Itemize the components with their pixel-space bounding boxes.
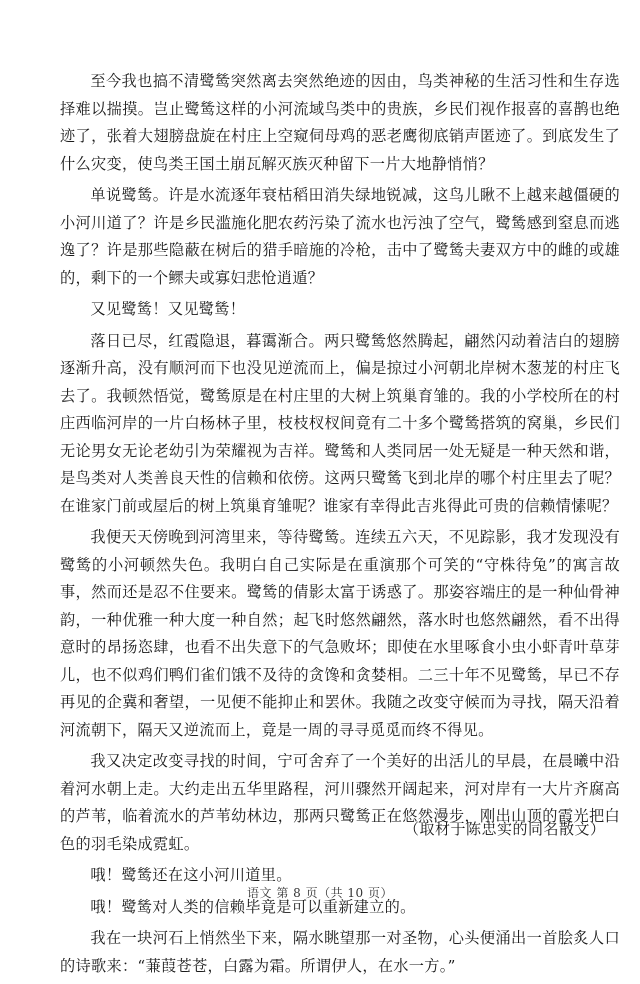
paragraph-2: 单说鹭鸶。许是水流逐年衰枯稻田消失绿地锐减，这鸟儿瞅不上越来越僵硬的小河川道了？许是乡民滥施化肥农药污染了流水也污浊了空气，鹭鸶感到窒息而逃逸了？许是那些隐蔽在树后的猎手暗施的冷枪，击中了鹭鸶夫妻双方中的雌的或雄的，剩下的一个鳏夫或寡妇悲怆逍遁？ [60,186,620,287]
article-body [60,68,620,984]
page-footer: 语文 第 8 页（共 10 页） [247,886,393,900]
paragraph-6: 我又决定改变寻找的时间，宁可舍弃了一个美好的出活儿的早晨，在晨曦中沿着河水朝上走。大约走出五华里路程，河川骤然开阔起来，河对岸有一大片齐腐高的芦苇，临着流水的芦苇幼林边，那两只鹭鸶正在悠然漫步，刚出山顶的霞光把白色的羽毛染成霓虹。 [60,752,620,853]
paragraph-4: 落日已尽，红霞隐退，暮霭渐合。两只鹭鸶悠然腾起，翩然闪动着洁白的翅膀逐渐升高，没有顺河而下也没见逆流而上，偏是掠过小河朝北岸树木葱茏的村庄飞去了。我顿然悟觉，鹭鸶原是在村庄里的大树上筑巢育雏的。我的小学校所在的村庄西临河岸的一片白杨林子里，枝枝杈杈间竟有二十多个鹭鸶搭筑的窝巢，乡民们无论男女无论老幼引为荣耀视为吉祥。鹭鸶和人类同居一处无疑是一种天然和谐，是鸟类对人类善良天性的信赖和依傍。这两只鹭鸶飞到北岸的哪个村庄里去了呢？在谁家门前或屋后的树上筑巢育雏呢？谁家有幸得此吉兆得此可贵的信赖情愫呢？ [60,331,620,515]
paragraph-9: 我在一块河石上悄然坐下来，隔水眺望那一对圣物，心头便涌出一首脍炙人口的诗歌来：“蒹葭苍苍，白露为霜。所谓伊人，在水一方。” [60,929,620,975]
source-attribution: （取材于陈忠实的同名散文） [404,820,606,838]
paragraph-3: 又见鹭鸶！又见鹭鸶！ [90,300,246,318]
paragraph-5: 我便天天傍晚到河湾里来，等待鹭鸶。连续五六天，不见踪影，我才发现没有鹭鸶的小河顿然失色。我明白自己实际是在重演那个可笑的“守株待兔”的寓言故事，然而还是忍不住要来。鹭鸶的倩影太富于诱惑了。那姿容端庄的是一种仙骨神韵，一种优雅一种大度一种自然；起飞时悠然翩然，落水时也悠然翩然，看不出得意时的昂扬恣肆，也看不出失意下的气急败坏；即使在水里啄食小虫小虾青叶草芽儿，也不似鸡们鸭们雀们饿不及待的贪馋和贪婪相。二三十年不见鹭鸶，早已不存再见的企冀和奢望，一见便不能抑止和罢休。我随之改变守候而为寻找，隔天沿着河流朝下，隔天又逆流而上，竟是一周的寻寻觅觅而终不得见。 [60,528,620,739]
paragraph-1: 至今我也搞不清鹭鸶突然离去突然绝迹的因由，鸟类神秘的生活习性和生存选择难以揣摸。岂止鹭鸶这样的小河流域鸟类中的贵族，乡民们视作报喜的喜鹊也绝迹了，张着大翅膀盘旋在村庄上空窥伺母鸡的恶老鹰彻底销声匿迹了。到底发生了什么灾变，使鸟类王国土崩瓦解灭族灭种留下一片大地静悄悄？ [60,72,620,173]
paragraph-8: 哦！鹭鸶对人类的信赖毕竟是可以重新建立的。 [90,897,416,916]
paragraph-7: 哦！鹭鸶还在这小河川道里。 [90,866,292,884]
